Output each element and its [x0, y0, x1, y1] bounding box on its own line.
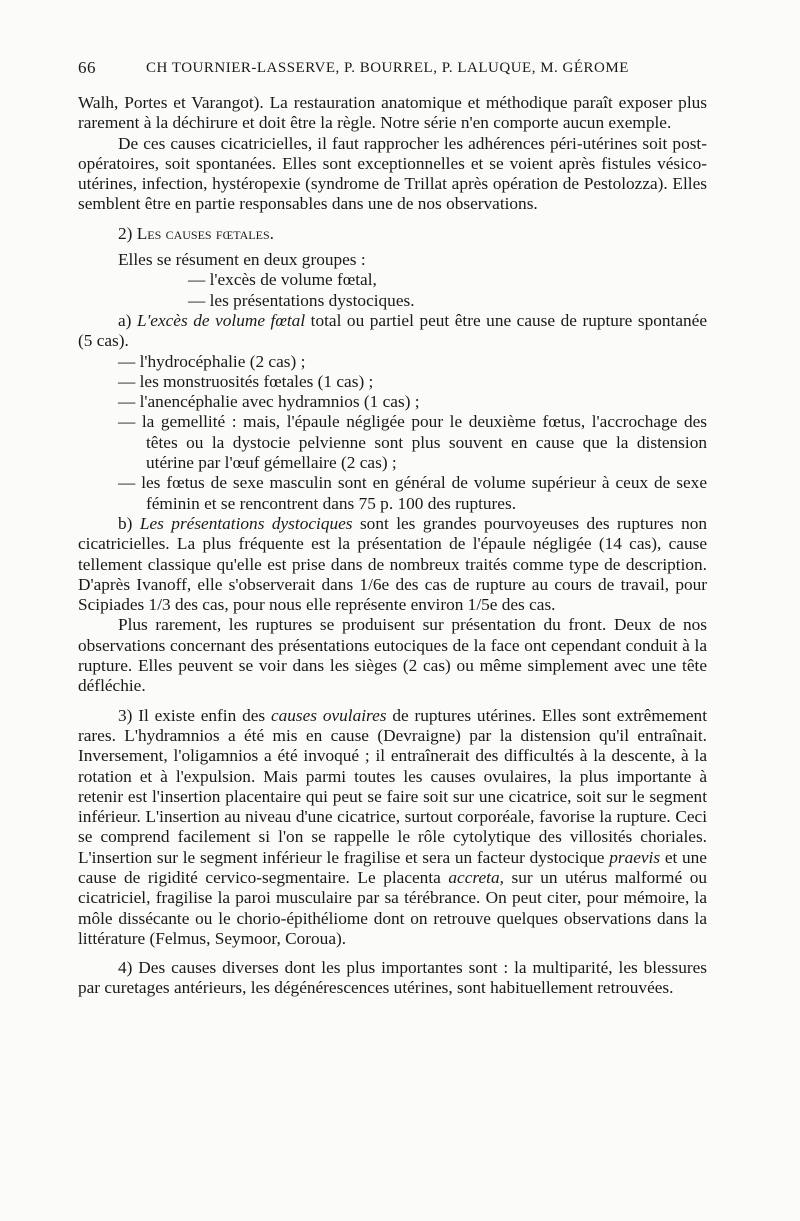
list-item-a3: — l'anencéphalie avec hydramnios (1 cas) ;	[118, 392, 420, 412]
section-3-title: causes ovulaires	[270, 705, 387, 725]
section-3-praevis: praevis	[609, 847, 661, 867]
paragraph-2: De ces causes cicatricielles, il faut rapprocher les adhérences péri-utérines soit post-opératoires, soit spontanées. Elles sont exceptionnelles et se voient après fistules vésico-utérines, infection, hystéropexie (syndrome de Trillat après opération de Pestolozza). Elles semblent être en partie responsables dans une de nos observations.	[78, 133, 707, 214]
section-2-intro: Elles se résument en deux groupes :	[118, 250, 366, 270]
subsection-b-title: Les présentations dystociques	[139, 513, 353, 533]
section-2-title	[78, 224, 707, 244]
paragraph-front: Plus rarement, les ruptures se produisent sur présentation du front. Deux de nos observations concernant des présentations eutociques de la face ont cependant conduit à la rupture. Elles peuvent se voir dans les sièges (2 cas) ou même simplement avec une tête défléchie.	[78, 615, 707, 696]
subsection-a-title: L'excès de volume fœtal	[136, 310, 306, 330]
section-3	[78, 706, 707, 950]
subsection-b-text: sont les grandes pourvoyeuses des ruptures non cicatricielles. La plus fréquente est la présentation de l'épaule négligée (14 cas), cause tellement classique qu'elle est prise dans de nombreux traités comme type de description. D'après Ivanoff, elle s'observerait dans 1/6e des cas de rupture au cours de travail, pour Scipiades 1/3 des cas, pour nous elle représente environ 1/5e des cas.	[78, 513, 707, 615]
section-2-title-text: 2) Les causes fœtales.	[118, 223, 274, 243]
section-3-b: de ruptures utérines. Elles sont extrêmement rares. L'hydramnios a été mis en cause (Devraigne) par la distension qu'il entraînait. Inversement, l'oligamnios a été invoqué ; il entraînerait des difficultés à la descente, à la rotation et à l'expulsion. Mais parmi toutes les causes ovulaires, la plus importante à retenir est l'insertion placentaire qui peut se faire soit sur une cicatrice, soit sur le segment inférieur. L'insertion au niveau d'une cicatrice, surtout corporéale, favorise la rupture. Ceci se comprend facilement si l'on se rappelle le rôle cytolytique des villosités choriales. L'insertion sur le segment inférieur le fragilise et sera un facteur dystocique	[78, 705, 707, 867]
subsection-a	[78, 311, 707, 352]
group-item-2: — les présentations dystociques.	[188, 290, 415, 310]
section-3-a: 3) Il existe enfin des	[118, 705, 271, 725]
subsection-a-label: a)	[118, 310, 137, 330]
section-3-d: sur un utérus malformé ou cicatriciel, fragilise la paroi musculaire par sa térébrance. On peut citer, pour mémoire, la môle dissécante ou le chorio-épithéliome dont on retrouve quelques observations dans la littérature (Felmus, Seymoor, Coroua).	[78, 867, 707, 948]
list-item-a5: — les fœtus de sexe masculin sont en général de volume supérieur à ceux de sexe féminin et se rencontrent dans 75 p. 100 des ruptures.	[118, 473, 707, 513]
authors-line: CH TOURNIER-LASSERVE, P. BOURREL, P. LALUQUE, M. GÉROME	[146, 60, 629, 76]
body-text	[78, 93, 707, 999]
section-3-c: et une cause de rigidité cervico-segmentaire. Le placenta	[78, 847, 707, 887]
subsection-b	[78, 514, 707, 615]
section-4: 4) Des causes diverses dont les plus importantes sont : la multiparité, les blessures par curetages antérieurs, les dégénérescences utérines, sont habituellement retrouvées.	[78, 958, 707, 998]
list-item-a1: — l'hydrocéphalie (2 cas) ;	[118, 351, 306, 371]
group-item-1: — l'excès de volume fœtal,	[188, 270, 377, 290]
list-item-a2: — les monstruosités fœtales (1 cas) ;	[118, 371, 374, 391]
list-item-a4: — la gemellité : mais, l'épaule négligée pour le deuxième fœtus, l'accrochage des têtes ou la dystocie pelvienne sont plus souvent en cause que la distension utérine par l'œuf gémellaire (2 cas) ;	[118, 412, 707, 473]
paragraph-1: Walh, Portes et Varangot). La restauration anatomique et méthodique paraît exposer plus rarement à la déchirure et doit être la règle. Notre série n'en comporte aucun exemple.	[78, 93, 707, 133]
page-number: 66	[78, 58, 96, 77]
subsection-b-label: b)	[118, 513, 140, 533]
section-3-accreta: accreta,	[448, 867, 504, 887]
subsection-a-text: total ou partiel peut être une cause de rupture spontanée (5 cas).	[78, 310, 707, 351]
